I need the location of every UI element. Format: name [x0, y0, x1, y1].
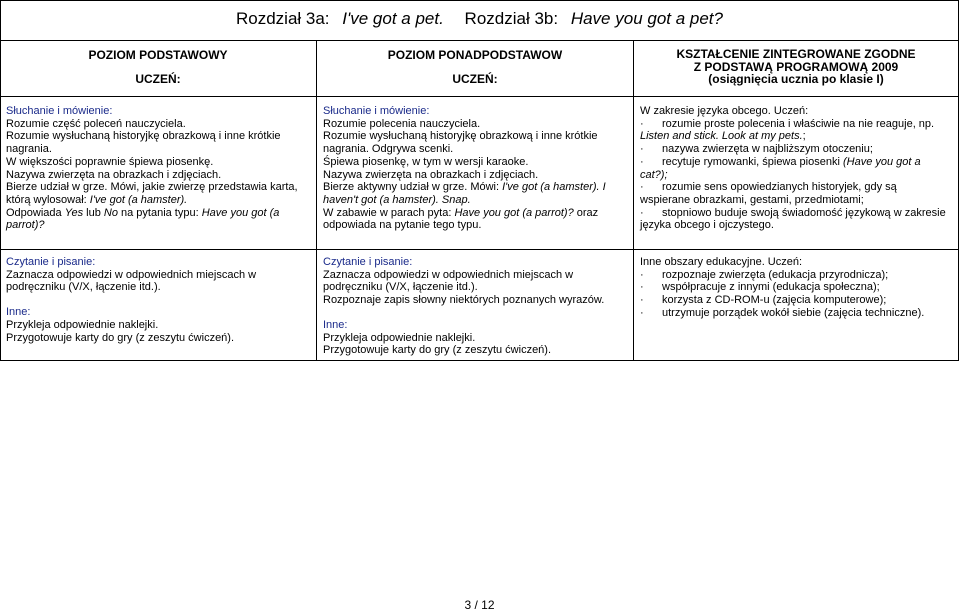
col2-right-border	[633, 40, 634, 361]
bullet-item: · nazywa zwierzęta w najbliższym otoczeniu;	[640, 143, 956, 156]
text-fragment: którą wylosował:	[6, 193, 90, 206]
header-advanced-student: UCZEŃ:	[452, 72, 498, 86]
text-line: Rozumie wysłuchaną historyjkę obrazkową i inne krótkie	[323, 130, 598, 143]
listening-speaking-heading: Słuchanie i mówienie:	[323, 105, 430, 117]
text-line: języka obcego i ojczystego.	[640, 219, 774, 232]
row1-basic-cell	[6, 105, 314, 232]
other-heading: Inne:	[323, 318, 348, 331]
text-fragment: Bierze aktywny udział w grze. Mówi:	[323, 181, 503, 194]
row2-integrated-cell	[640, 256, 956, 320]
text-fragment: ;	[802, 130, 806, 143]
text-fragment-italic: I've got (a hamster).	[89, 193, 188, 206]
text-fragment: lub	[83, 206, 104, 219]
text-line: Nazywa zwierzęta na obrazkach i zdjęciach.	[6, 168, 222, 181]
text-line	[6, 207, 314, 220]
colheader-bottom-border	[0, 96, 959, 97]
text-line: Inne obszary edukacyjne. Uczeń:	[640, 256, 803, 268]
text-fragment: oraz	[573, 206, 599, 219]
text-fragment: Odpowiada	[6, 206, 65, 219]
text-line: Przygotowuje karty do gry (z zeszytu ćwiczeń).	[6, 331, 235, 344]
bullet-item: · korzysta z CD-ROM-u (zajęcia komputerowe);	[640, 294, 956, 307]
row1-integrated-cell	[640, 105, 956, 232]
listening-speaking-heading: Słuchanie i mówienie:	[6, 105, 113, 117]
text-line: podręczniku (V/X, łączenie itd.).	[6, 281, 161, 294]
bullet-item: · rozumie proste polecenia i właściwie na nie reaguje, np.	[640, 118, 956, 131]
text-line: Zaznacza odpowiedzi w odpowiednich miejscach w	[6, 268, 257, 281]
text-fragment-italic: No	[103, 206, 118, 219]
text-line	[323, 181, 631, 194]
text-line: podręczniku (V/X, łączenie itd.).	[323, 281, 478, 294]
text-line: nagrania. Odgrywa scenki.	[323, 143, 454, 156]
text-line	[640, 130, 956, 143]
title-part1-italic: I've got a pet.	[342, 9, 444, 28]
table-top-border	[0, 0, 959, 1]
text-line: W zakresie języka obcego. Uczeń:	[640, 105, 809, 117]
header-integrated-line2: Z PODSTAWĄ PROGRAMOWĄ 2009	[693, 59, 899, 74]
col1-right-border	[316, 40, 317, 361]
text-line: Śpiewa piosenkę, w tym w wersji karaoke.	[323, 155, 529, 168]
header-integrated-line3: (osiągnięcia ucznia po klasie I)	[708, 72, 884, 86]
bullet-item: · rozpoznaje zwierzęta (edukacja przyrodnicza);	[640, 269, 956, 282]
text-line: Rozpoznaje zapis słowny niektórych poznanych wyrazów.	[323, 294, 605, 307]
text-fragment: recytuje rymowanki, śpiewa piosenki	[662, 155, 843, 168]
text-line: Przykleja odpowiednie naklejki.	[6, 318, 159, 331]
header-basic-student: UCZEŃ:	[135, 72, 181, 86]
text-fragment-italic: Listen and stick. Look at my pets.	[640, 130, 803, 143]
bullet-item: · utrzymuje porządek wokół siebie (zajęcia techniczne).	[640, 307, 956, 320]
text-fragment: na pytania typu:	[117, 206, 202, 219]
text-line: parrot)?	[6, 219, 45, 232]
text-fragment-italic: I've got (a hamster). I	[502, 181, 606, 194]
reading-writing-heading: Czytanie i pisanie:	[323, 256, 413, 268]
text-line: Przykleja odpowiednie naklejki.	[323, 331, 476, 344]
header-integrated-line1: KSZTAŁCENIE ZINTEGROWANE ZGODNE	[676, 47, 916, 61]
bullet-item: · współpracuje z innymi (edukacja społeczna);	[640, 281, 956, 294]
header-integrated	[634, 48, 958, 86]
other-heading: Inne:	[6, 306, 31, 319]
header-bottom-border	[0, 40, 959, 41]
text-line: wspierane obrazkami, gestami, przedmiotami;	[640, 193, 864, 206]
title-part2: Rozdział 3b:	[464, 9, 563, 28]
text-line: Przygotowuje karty do gry (z zeszytu ćwiczeń).	[323, 344, 552, 357]
text-line: haven't got (a hamster). Snap.	[323, 193, 471, 206]
title-part1: Rozdział 3a:	[235, 9, 335, 28]
title-part2-italic: Have you got a pet?	[570, 9, 723, 28]
text-line: Rozumie polecenia nauczyciela.	[323, 117, 481, 130]
text-fragment-italic: Yes	[64, 206, 84, 219]
text-line: Zaznacza odpowiedzi w odpowiednich miejscach w	[323, 268, 574, 281]
page-number: 3 / 12	[464, 598, 495, 612]
text-line	[6, 194, 314, 207]
text-line: Rozumie część poleceń nauczyciela.	[6, 117, 186, 130]
row1-advanced-cell	[323, 105, 631, 232]
text-fragment-italic: (Have you got a	[842, 155, 921, 168]
text-fragment-italic: Have you got (a	[201, 206, 280, 219]
text-line: nagrania.	[6, 143, 52, 156]
row2-advanced-cell	[323, 256, 631, 357]
header-advanced-level	[317, 48, 633, 86]
reading-writing-heading: Czytanie i pisanie:	[6, 256, 96, 268]
text-line: W większości poprawnie śpiewa piosenkę.	[6, 155, 214, 168]
header-advanced-title: POZIOM PONADPODSTAWOW	[387, 48, 563, 62]
row2-basic-cell	[6, 256, 314, 344]
text-line: Rozumie wysłuchaną historyjkę obrazkową i inne krótkie	[6, 130, 281, 143]
header-basic-title: POZIOM PODSTAWOWY	[88, 48, 228, 62]
text-line	[323, 207, 631, 220]
text-line: cat?);	[640, 168, 668, 181]
text-line: Nazywa zwierzęta na obrazkach i zdjęciach.	[323, 168, 539, 181]
bullet-item: · stopniowo buduje swoją świadomość językową w zakresie	[640, 207, 956, 220]
header-basic-level	[0, 48, 316, 86]
bullet-item: · rozumie sens opowiedzianych historyjek, gdy są	[640, 181, 956, 194]
text-fragment-italic: Have you got (a parrot)?	[454, 206, 574, 219]
row1-bottom-border	[0, 249, 959, 250]
text-fragment: W zabawie w parach pyta:	[323, 206, 455, 219]
text-line: odpowiada na pytanie tego typu.	[323, 219, 482, 232]
chapter-title	[0, 9, 959, 29]
text-line: Bierze udział w grze. Mówi, jakie zwierzę przedstawia karta,	[6, 181, 298, 194]
bullet-item	[640, 156, 956, 169]
table-bottom-border	[0, 360, 959, 361]
